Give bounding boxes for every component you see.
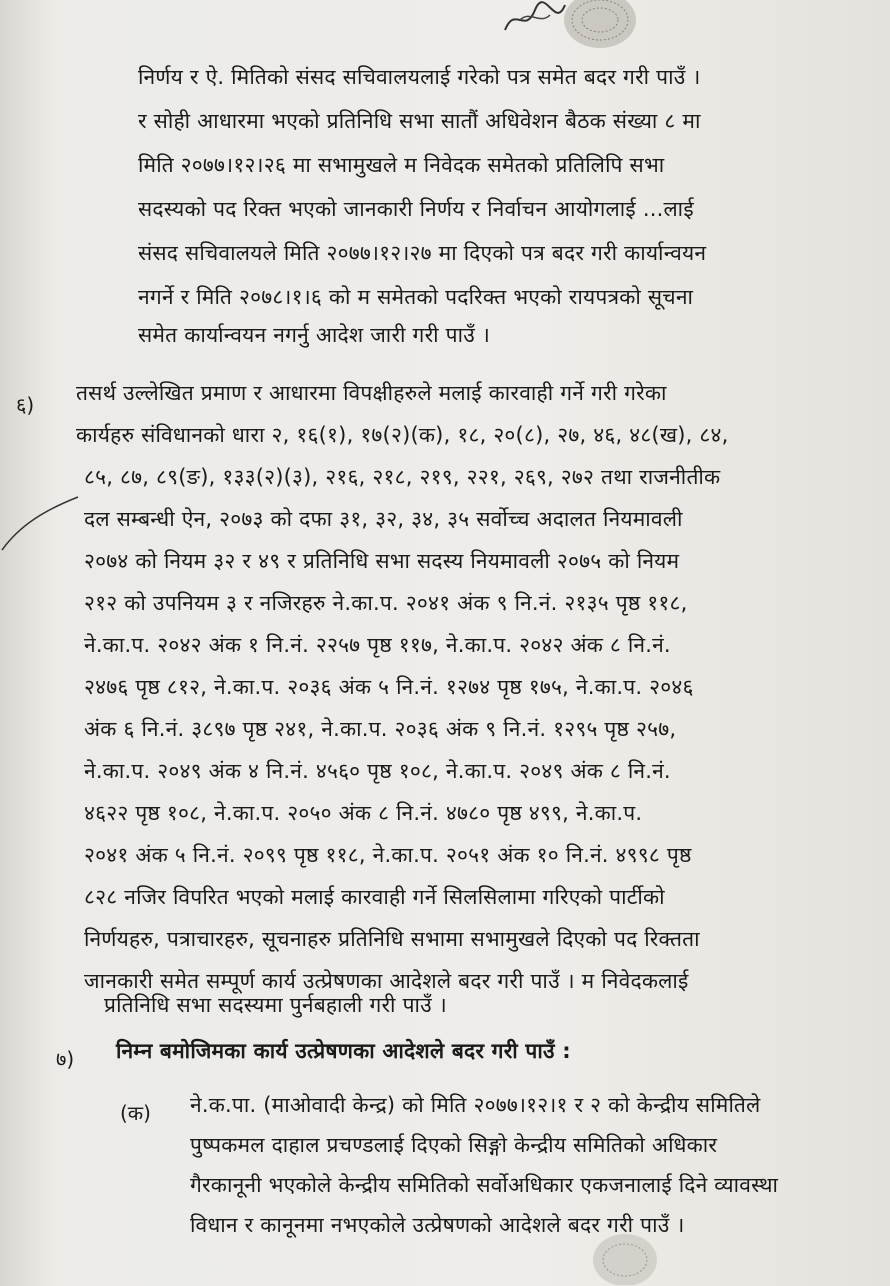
- para6-line: २१२ को उपनियम ३ र नजिरहरु ने.का.प. २०४१ अंक ९ नि.नं. २१३५ पृष्ठ ११८,: [84, 591, 688, 615]
- fingerprint-smudge-top: [560, 0, 640, 60]
- intro-line: सदस्यको पद रिक्त भएको जानकारी निर्णय र निर्वाचन आयोगलाई ...लाई: [138, 197, 694, 221]
- margin-pen-stroke: [0, 495, 80, 555]
- para6-line: कार्यहरु संविधानको धारा २, १६(१), १७(२)(क), १८, २०(८), २७, ४६, ४८(ख), ८४,: [76, 423, 729, 447]
- para6-line: २०७४ को नियम ३२ र ४९ र प्रतिनिधि सभा सदस्य नियमावली २०७५ को नियम: [84, 549, 680, 573]
- intro-line: निर्णय र ऐ. मितिको संसद सचिवालयलाई गरेको पत्र समेत बदर गरी पाउँ ।: [138, 65, 701, 89]
- intro-line: समेत कार्यान्वयन नगर्नु आदेश जारी गरी पाउँ ।: [138, 323, 490, 347]
- para7-sub-a-line: गैरकानूनी भएकोले केन्द्रीय समितिको सर्वोअधिकार एकजनालाई दिने व्यावस्था: [190, 1173, 779, 1197]
- para6-line: २४७६ पृष्ठ ८१२, ने.का.प. २०३६ अंक ५ नि.नं. १२७४ पृष्ठ १७५, ने.का.प. २०४६: [84, 675, 694, 699]
- para7-sub-a-line: पुष्पकमल दाहाल प्रचण्डलाई दिएको सिङ्गो केन्द्रीय समितिको अधिकार: [190, 1133, 718, 1157]
- para6-line: ८२८ नजिर विपरित भएको मलाई कारवाही गर्ने सिलसिलामा गरिएको पार्टीको: [84, 885, 665, 909]
- para6-line: २०४१ अंक ५ नि.नं. २०९९ पृष्ठ ११८, ने.का.प. २०५१ अंक १० नि.नं. ४९९८ पृष्ठ: [84, 843, 692, 867]
- para6-line: प्रतिनिधि सभा सदस्यमा पुर्नबहाली गरी पाउँ ।: [104, 993, 447, 1017]
- para6-line: ८५, ८७, ८९(ङ), १३३(२)(३), २१६, २१८, २१९, २२१, २६९, २७२ तथा राजनीतीक: [84, 465, 721, 489]
- para7-sub-a-line: ने.क.पा. (माओवादी केन्द्र) को मिति २०७७।१२।१ र २ को केन्द्रीय समितिले: [190, 1093, 761, 1117]
- para7-heading: निम्न बमोजिमका कार्य उत्प्रेषणका आदेशले बदर गरी पाउँ :: [116, 1039, 571, 1063]
- para6-line: ने.का.प. २०४२ अंक १ नि.नं. २२५७ पृष्ठ ११७, ने.का.प. २०४२ अंक ८ नि.नं.: [84, 633, 671, 657]
- intro-line: र सोही आधारमा भएको प्रतिनिधि सभा सातौं अधिवेशन बैठक संख्या ८ मा: [138, 109, 701, 133]
- para6-line: जानकारी समेत सम्पूर्ण कार्य उत्प्रेषणका आदेशले बदर गरी पाउँ । म निवेदकलाई: [84, 969, 689, 993]
- para6-line: दल सम्बन्धी ऐन, २०७३ को दफा ३१, ३२, ३४, ३५ सर्वोच्च अदालत नियमावली: [84, 507, 683, 531]
- paragraph-number-7: ७): [56, 1047, 75, 1071]
- sub-item-label-ka: (क): [120, 1101, 151, 1125]
- intro-line: मिति २०७७।१२।२६ मा सभामुखले म निवेदक समेतको प्रतिलिपि सभा: [138, 153, 665, 177]
- paragraph-number-6: ६): [16, 393, 35, 417]
- para6-line: अंक ६ नि.नं. ३८९७ पृष्ठ २४१, ने.का.प. २०३६ अंक ९ नि.नं. १२९५ पृष्ठ २५७,: [84, 717, 677, 741]
- para6-line: निर्णयहरु, पत्राचारहरु, सूचनाहरु प्रतिनिधि सभामा सभामुखले दिएको पद रिक्तता: [84, 927, 700, 951]
- para7-sub-a-line: विधान र कानूनमा नभएकोले उत्प्रेषणको आदेशले बदर गरी पाउँ ।: [190, 1213, 685, 1237]
- intro-line: संसद सचिवालयले मिति २०७७।१२।२७ मा दिएको पत्र बदर गरी कार्यान्वयन: [138, 241, 707, 265]
- para6-line: ने.का.प. २०४९ अंक ४ नि.नं. ४५६० पृष्ठ १०८, ने.का.प. २०४९ अंक ८ नि.नं.: [84, 759, 671, 783]
- para6-line: तसर्थ उल्लेखित प्रमाण र आधारमा विपक्षीहरुले मलाई कारवाही गर्ने गरी गरेका: [76, 381, 667, 405]
- intro-line: नगर्ने र मिति २०७८।१।६ को म समेतको पदरिक्त भएको रायपत्रको सूचना: [138, 285, 694, 309]
- para6-line: ४६२२ पृष्ठ १०८, ने.का.प. २०५० अंक ८ नि.नं. ४७८० पृष्ठ ४९९, ने.का.प.: [84, 801, 643, 825]
